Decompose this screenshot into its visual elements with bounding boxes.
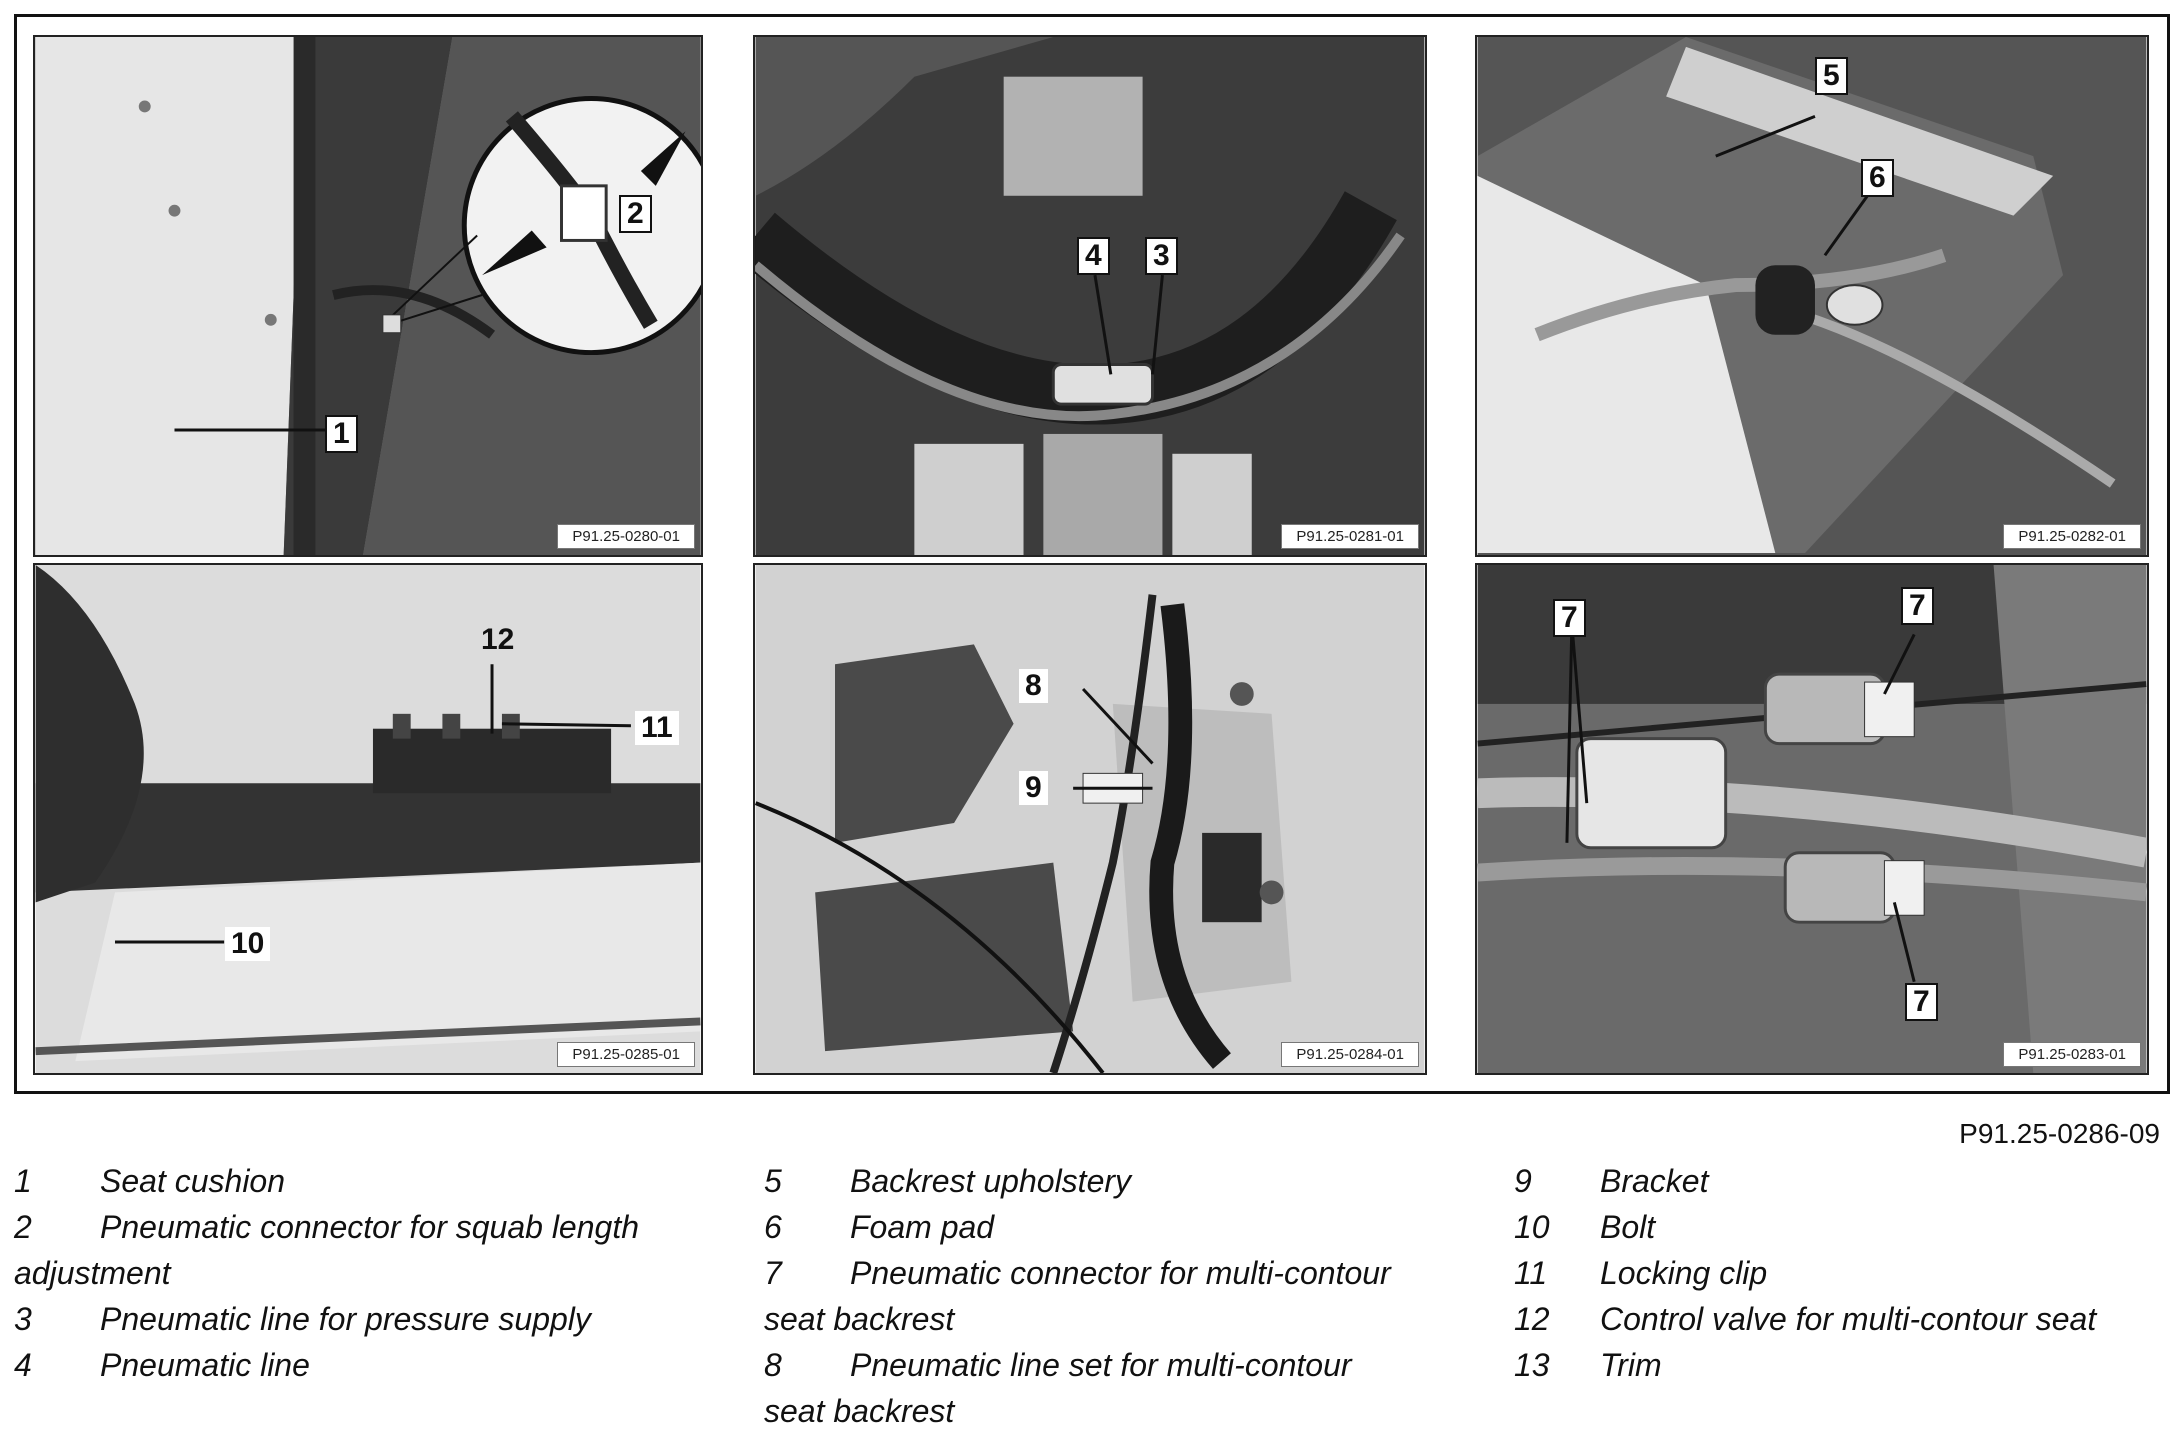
callout-2: 2 (619, 195, 652, 233)
photo-panel-5 (753, 563, 1427, 1075)
legend-item: 13 Trim (1514, 1347, 1662, 1383)
photo-panel-2 (753, 35, 1427, 557)
panel-code: P91.25-0281-01 (1281, 524, 1419, 549)
legend-column-2 (764, 1158, 1484, 1434)
legend-item-continuation: seat backrest (764, 1393, 955, 1429)
callout-12: 12 (481, 623, 515, 656)
callout-8: 8 (1019, 669, 1048, 703)
callout-5: 5 (1815, 57, 1848, 95)
legend-item: 5 Backrest upholstery (764, 1163, 1132, 1199)
panel-3-illustration (1477, 37, 2147, 555)
callout-11: 11 (635, 711, 679, 745)
panel-5-illustration (755, 565, 1425, 1073)
callout-6: 6 (1861, 159, 1894, 197)
legend-item: 3 Pneumatic line for pressure supply (14, 1301, 591, 1337)
panel-4-illustration (35, 565, 701, 1073)
panel-code: P91.25-0282-01 (2003, 524, 2141, 549)
panel-code: P91.25-0280-01 (557, 524, 695, 549)
callout-3: 3 (1145, 237, 1178, 275)
legend-column-1 (14, 1158, 734, 1388)
callout-4: 4 (1077, 237, 1110, 275)
legend-item: 7 Pneumatic connector for multi-contour (764, 1255, 1391, 1291)
legend-column-3 (1514, 1158, 2174, 1388)
photo-panel-6 (1475, 563, 2149, 1075)
panel-code: P91.25-0285-01 (557, 1042, 695, 1067)
callout-7-bottom-right: 7 (1905, 983, 1938, 1021)
photo-panel-3 (1475, 35, 2149, 557)
legend-item: 10 Bolt (1514, 1209, 1656, 1245)
figure-frame (14, 14, 2170, 1094)
legend-item: 8 Pneumatic line set for multi-contour (764, 1347, 1352, 1383)
photo-panel-1 (33, 35, 703, 557)
legend-item: 9 Bracket (1514, 1163, 1709, 1199)
panel-2-illustration (755, 37, 1425, 555)
legend-item: 1 Seat cushion (14, 1163, 286, 1199)
callout-9: 9 (1019, 771, 1048, 805)
legend-item: 6 Foam pad (764, 1209, 995, 1245)
figure-code: P91.25-0286-09 (1959, 1118, 2160, 1149)
callout-10: 10 (225, 927, 270, 961)
legend-item-continuation: seat backrest (764, 1301, 955, 1337)
legend-item: 11 Locking clip (1514, 1255, 1768, 1291)
legend-item: 12 Control valve for multi-contour seat (1514, 1301, 2097, 1337)
panel-6-illustration (1477, 565, 2147, 1073)
legend-item: 2 Pneumatic connector for squab length (14, 1209, 639, 1245)
photo-panel-4 (33, 563, 703, 1075)
callout-7-left: 7 (1553, 599, 1586, 637)
callout-1: 1 (325, 415, 358, 453)
panel-code: P91.25-0283-01 (2003, 1042, 2141, 1067)
panel-code: P91.25-0284-01 (1281, 1042, 1419, 1067)
legend-item-continuation: adjustment (14, 1255, 171, 1291)
panel-1-illustration (35, 37, 701, 555)
legend-item: 4 Pneumatic line (14, 1347, 310, 1383)
callout-7-top-right: 7 (1901, 587, 1934, 625)
